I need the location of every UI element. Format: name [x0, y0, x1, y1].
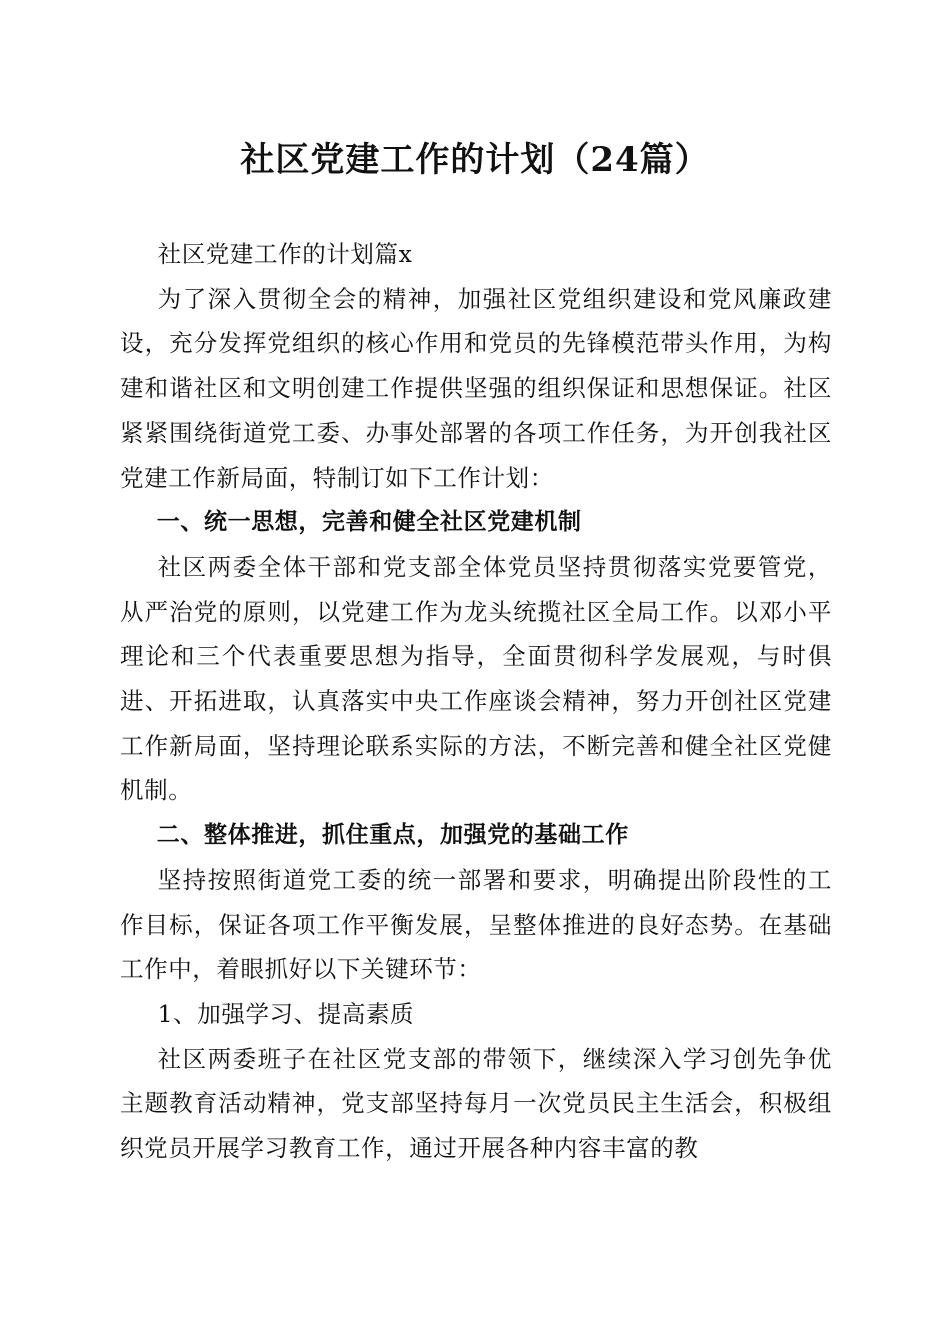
section-heading-2: 二、整体推进，抓住重点，加强党的基础工作	[156, 822, 629, 849]
paragraph-foundation: 坚持按照街道党工委的统一部署和要求，明确提出阶段性的工作目标，保证各项工作平衡发展，呈整体推进的良好态势。在基础工作中，着眼抓好以下关键环节：	[120, 865, 832, 984]
list-item-study: 1、加强学习、提高素质	[157, 999, 415, 1028]
paragraph-mechanism: 社区两委全体干部和党支部全体党员坚持贯彻落实党要管党，从严治党的原则，以党建工作为龙头统揽社区全局工作。以邓小平理论和三个代表重要思想为指导，全面贯彻科学发展观，与时俱进、开拓进取，认真落实中央工作座谈会精神，努力开创社区党建工作新局面，坚持理论联系实际的方法，不断完善和健全社区党健机制。	[120, 552, 832, 805]
section-heading-1: 一、统一思想，完善和健全社区党建机制	[156, 509, 582, 536]
paragraph-intro: 为了深入贯彻全会的精神，加强社区党组织建设和党风廉政建设，充分发挥党组织的核心作用和党员的先锋模范带头作用，为构建和谐社区和文明创建工作提供坚强的组织保证和思想保证。社区紧紧围绕街道党工委、办事处部署的各项工作任务，为开创我社区党建工作新局面，特制订如下工作计划：	[120, 284, 832, 492]
document-title: 社区党建工作的计划（24篇）	[240, 140, 710, 180]
section-subtitle: 社区党建工作的计划篇x	[157, 240, 413, 268]
paragraph-study: 社区两委班子在社区党支部的带领下，继续深入学习创先争优主题教育活动精神，党支部坚持每月一次党员民主生活会，积极组织党员开展学习教育工作，通过开展各种内容丰富的教	[120, 1044, 832, 1163]
document-body	[120, 232, 832, 1171]
